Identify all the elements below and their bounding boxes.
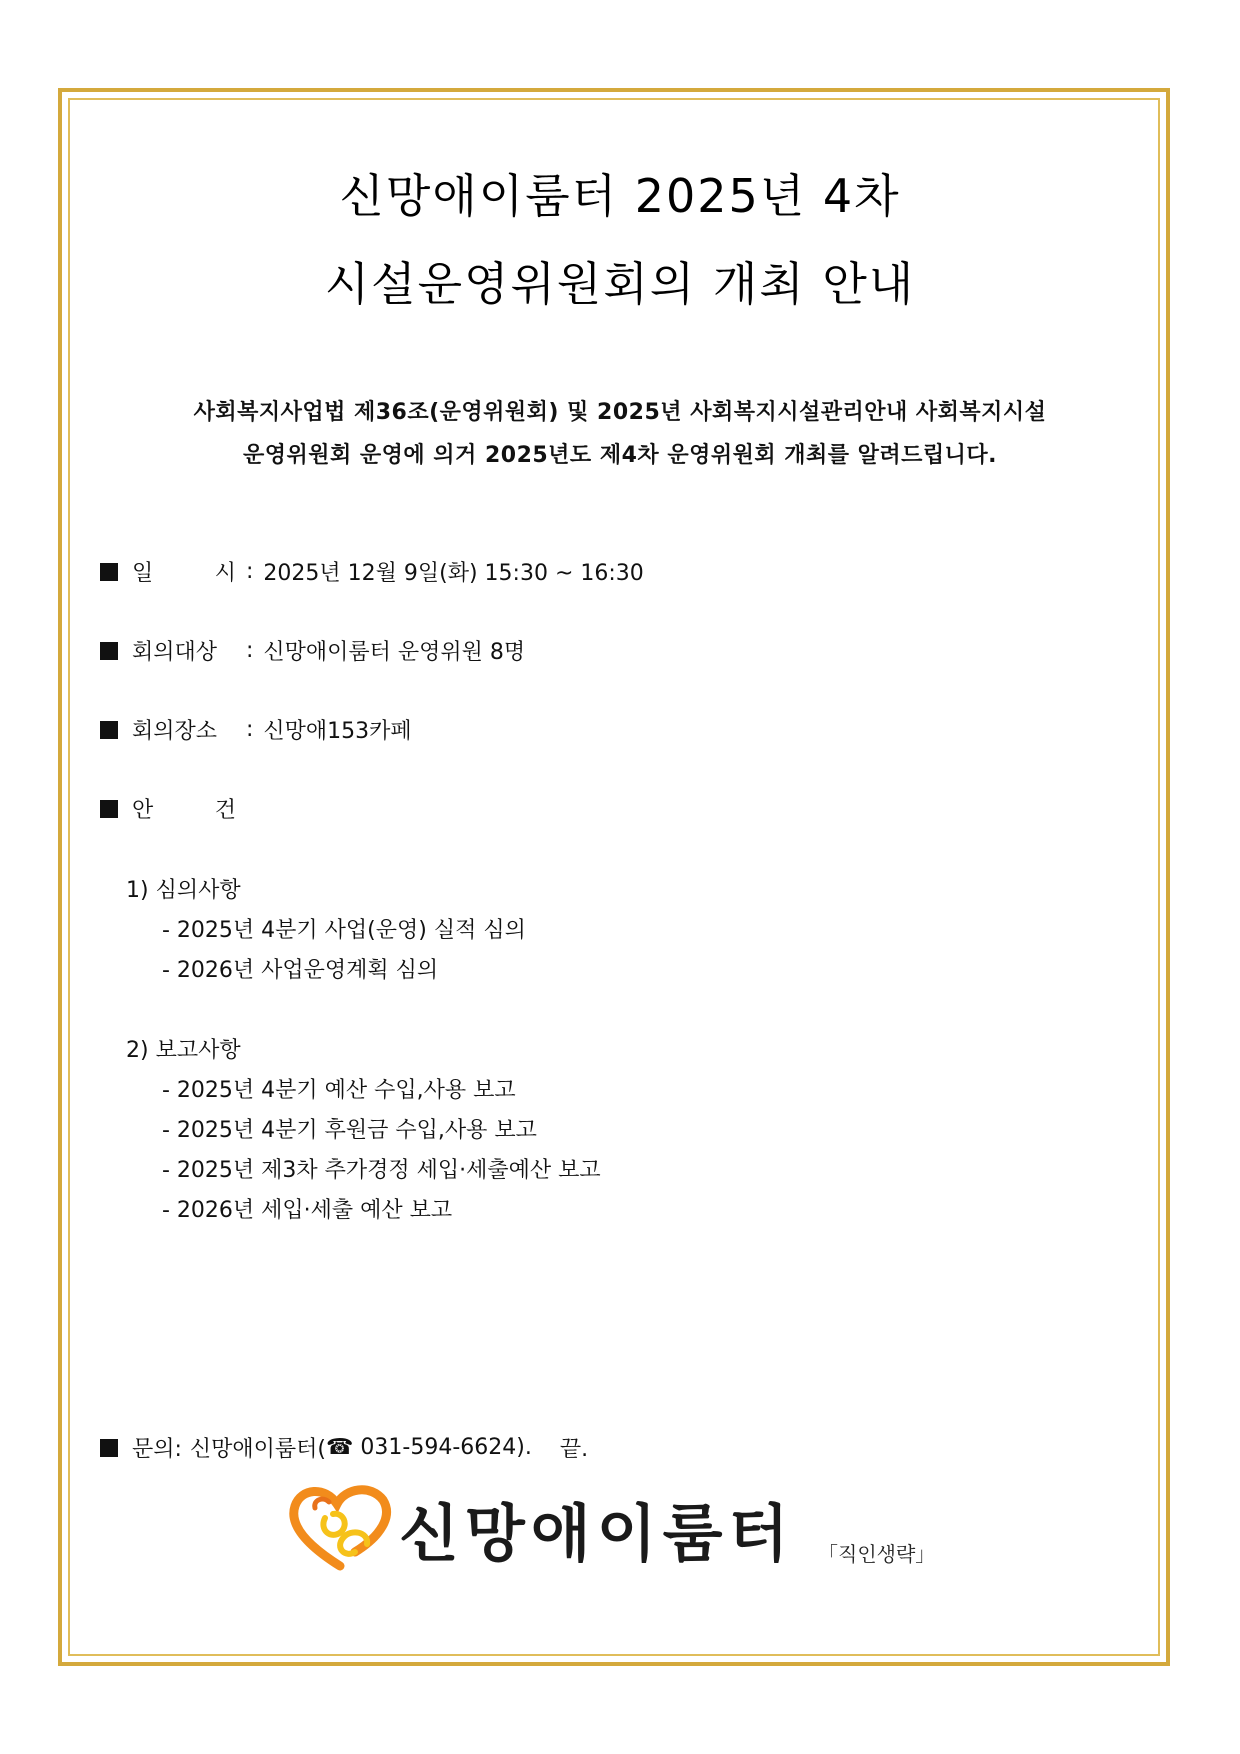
target-label: 회의대상 <box>132 640 218 665</box>
agenda-label: 안 건 <box>132 798 236 823</box>
seal-omitted-note: 「직인생략」 <box>818 1542 936 1566</box>
phone-icon: ☎ <box>326 1435 354 1460</box>
report-item: - 2025년 제3차 추가경정 세입·세출예산 보고 <box>162 1158 601 1183</box>
contact-org: 신망애이룸터( <box>189 1437 327 1462</box>
intro-line1: 사회복지사업법 제36조(운영위원회) 및 2025년 사회복지시설관리안내 사회복지시설 <box>193 400 1047 425</box>
target-separator: : <box>246 638 254 663</box>
contact-label: 문의: <box>132 1437 182 1462</box>
report-item: - 2025년 4분기 예산 수입,사용 보고 <box>162 1078 516 1103</box>
contact-phone: 031-594-6624). <box>353 1435 532 1460</box>
square-bullet-icon <box>100 800 118 818</box>
contact-end: 끝. <box>559 1437 589 1462</box>
date-label: 일 시 <box>132 561 236 586</box>
notice-title-line1: 신망애이룸터 2025년 4차 <box>339 169 901 223</box>
intro-line2: 운영위원회 운영에 의거 2025년도 제4차 운영위원회 개최를 알려드립니다. <box>242 443 998 468</box>
square-bullet-icon <box>100 563 118 581</box>
deliberation-heading: 1) 심의사항 <box>126 878 241 903</box>
date-separator: : <box>246 559 254 584</box>
logo-wordmark: 신망애이룸터 <box>399 1496 795 1570</box>
date-value: 2025년 12월 9일(화) 15:30 ~ 16:30 <box>263 561 644 586</box>
place-value: 신망애153카페 <box>263 719 412 744</box>
place-separator: : <box>246 717 254 742</box>
report-item: - 2025년 4분기 후원금 수입,사용 보고 <box>162 1118 537 1143</box>
deliberation-item: - 2025년 4분기 사업(운영) 실적 심의 <box>162 918 526 943</box>
square-bullet-icon <box>100 642 118 660</box>
detail-target-row <box>100 635 525 666</box>
square-bullet-icon <box>100 1439 118 1457</box>
notice-title-line2: 시설운영위원회의 개최 안내 <box>324 257 916 311</box>
detail-place-row <box>100 714 412 745</box>
report-heading: 2) 보고사항 <box>126 1038 241 1063</box>
deliberation-item: - 2026년 사업운영계획 심의 <box>162 958 439 983</box>
contact-row <box>100 1432 588 1463</box>
detail-date-row <box>100 556 644 587</box>
detail-agenda-row <box>100 793 236 824</box>
report-item: - 2026년 세입·세출 예산 보고 <box>162 1198 453 1223</box>
target-value: 신망애이룸터 운영위원 8명 <box>263 640 526 665</box>
org-logo <box>285 1478 794 1578</box>
place-label: 회의장소 <box>132 719 218 744</box>
square-bullet-icon <box>100 721 118 739</box>
heart-swirl-icon <box>285 1478 395 1578</box>
